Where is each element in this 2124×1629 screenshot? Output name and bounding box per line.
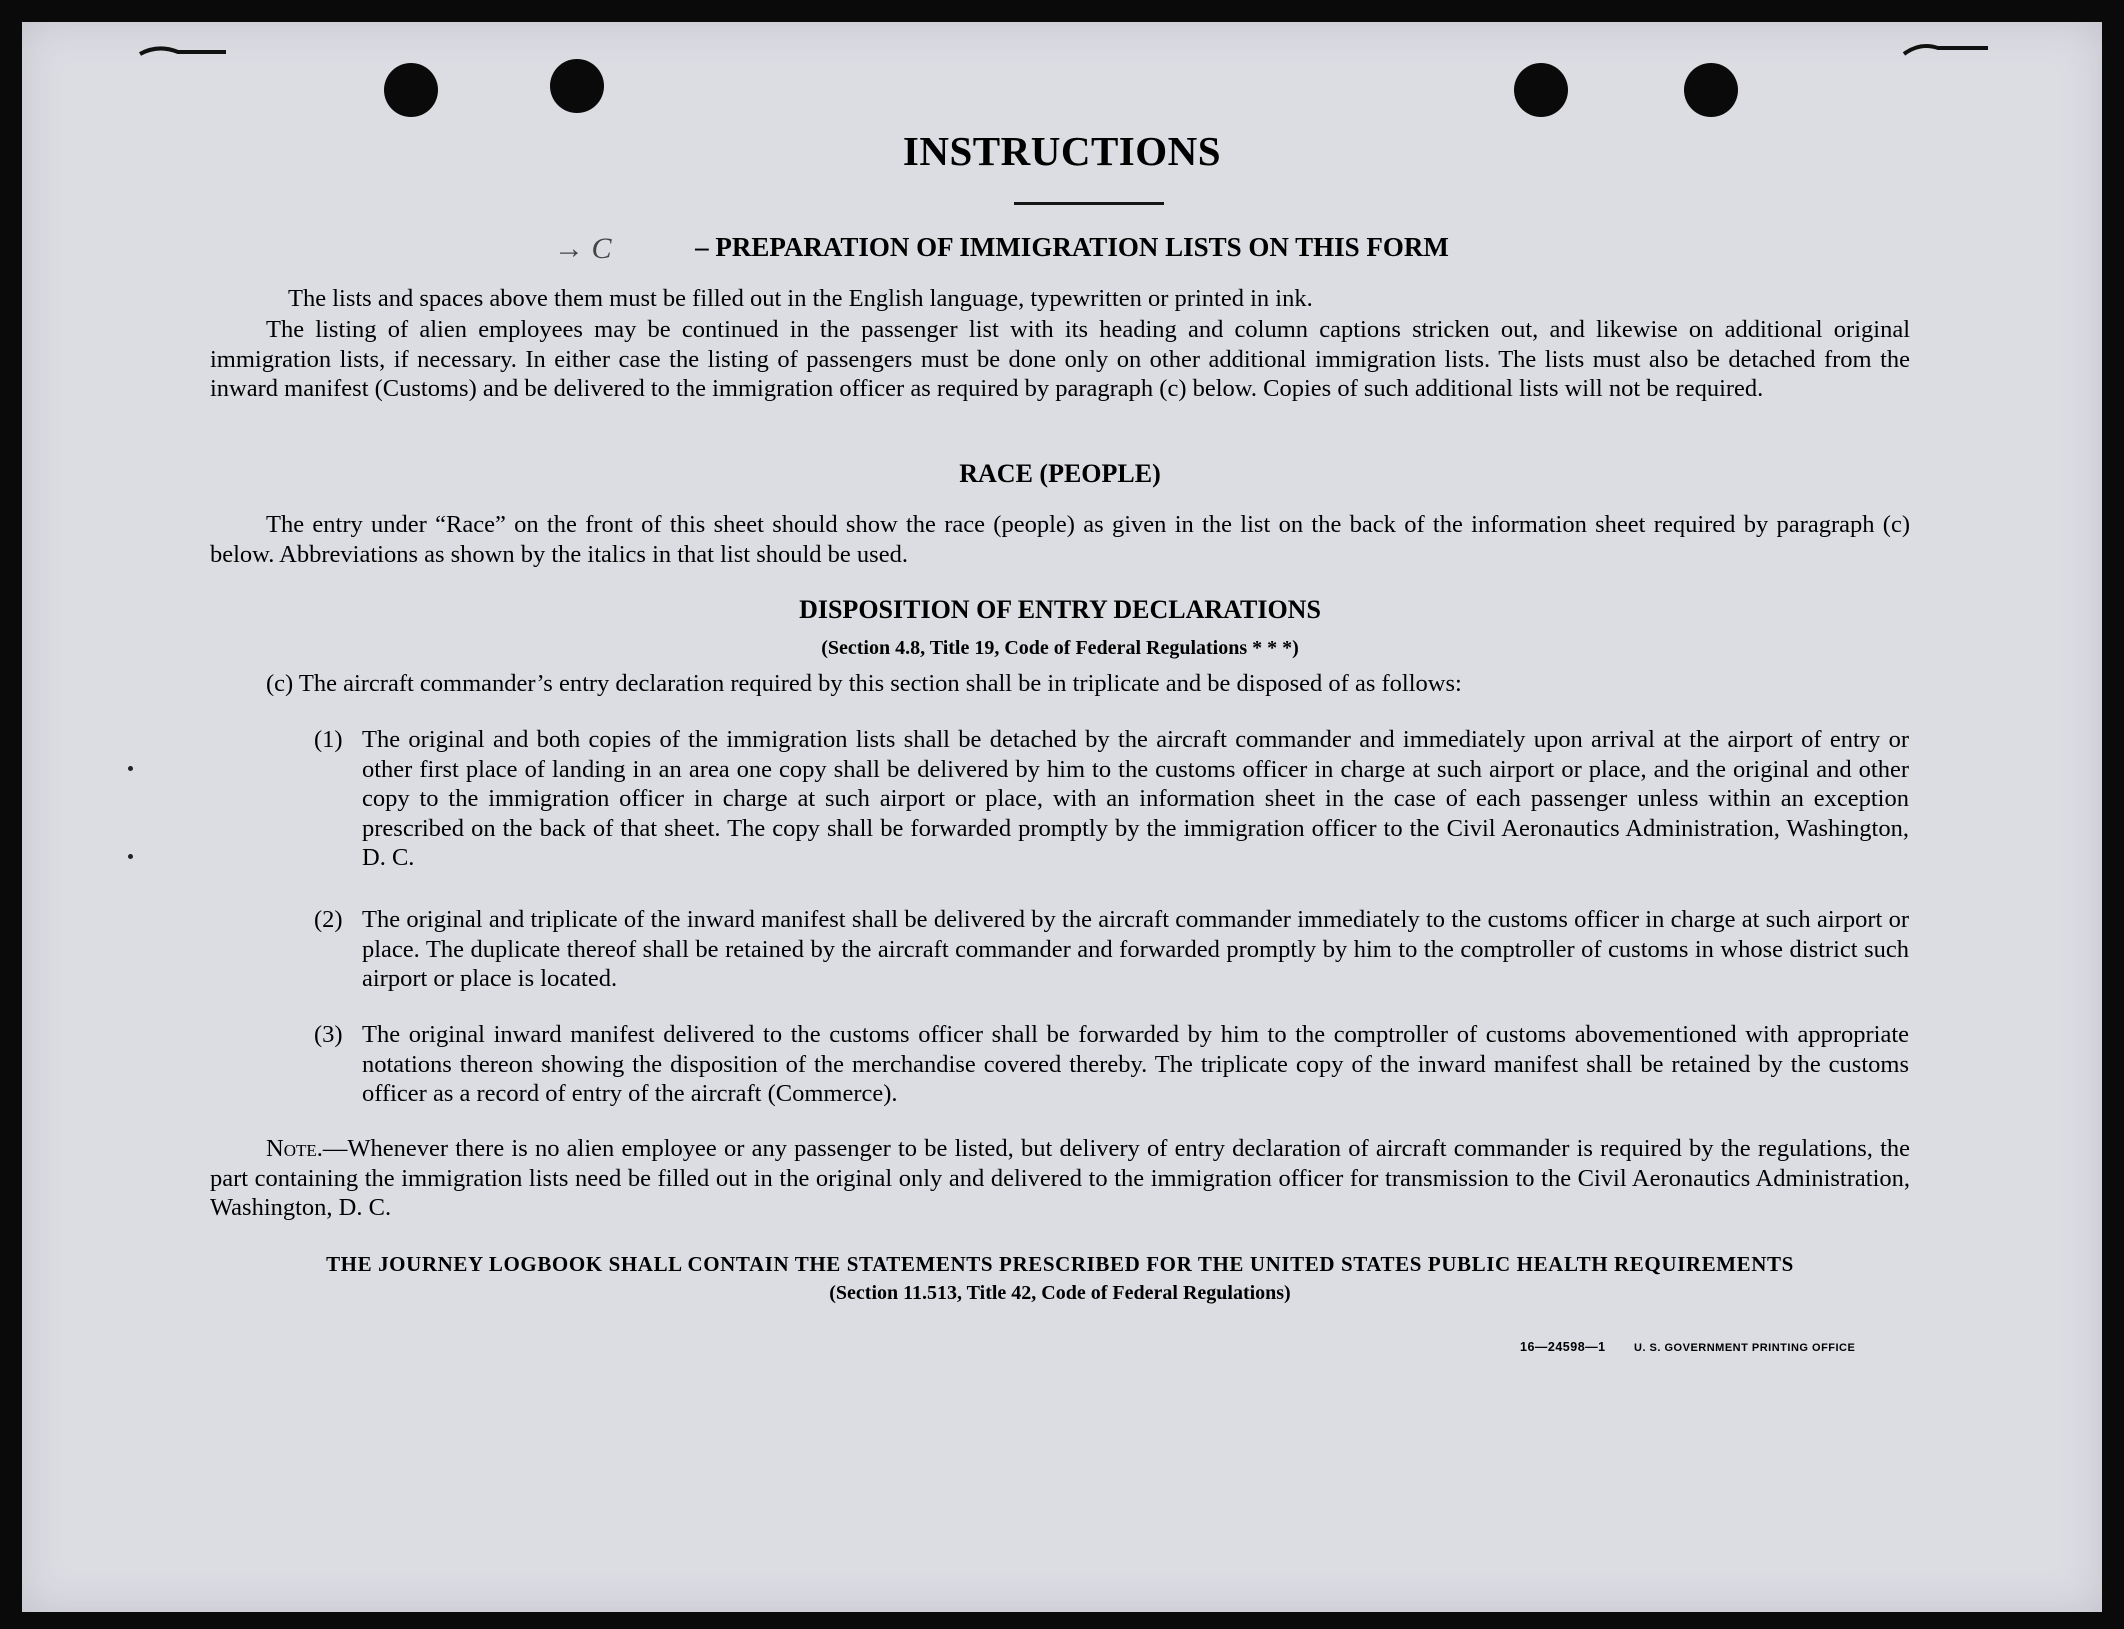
list-item [314, 725, 1909, 873]
list-item [314, 1020, 1909, 1109]
section-heading-disposition: DISPOSITION OF ENTRY DECLARATIONS [799, 595, 1321, 624]
item-text: The original and both copies of the immigration lists shall be detached by the aircraft commander and immediately upon arrival at the airport of entry or other first place of landing in an area one copy shall be delivered by him to the customs officer in charge at such airport or place, and the original and other copy to the immigration officer in charge at such airport or place, with an information sheet in the case of each passenger unless within an exception prescribed on the back of that sheet. The copy shall be forwarded promptly by the immigration officer to the Civil Aeronautics Administration, Washington, D. C. [362, 726, 1909, 871]
section-heading-preparation: – PREPARATION OF IMMIGRATION LISTS ON THIS FORM [695, 232, 1449, 262]
paragraph-text: The listing of alien employees may be continued in the passenger list with its heading and column captions stricken out, and likewise on additional original immigration lists, if necessary. In either case the listing of passengers must be done only on other additional immigration lists. The lists must also be detached from the inward manifest (Customs) and be delivered to the immigration officer as required by paragraph (c) below. Copies of such additional lists will not be required. [210, 316, 1910, 402]
item-text: The original and triplicate of the inward manifest shall be delivered by the aircraft commander immediately to the customs officer in charge at such airport or place. The duplicate thereof shall be retained by the aircraft commander and forwarded promptly by him to the comptroller of customs in whose district such airport or place is located. [362, 906, 1909, 992]
footer-citation: (Section 11.513, Title 42, Code of Federal Regulations) [829, 1282, 1291, 1304]
paragraph-text: The lists and spaces above them must be filled out in the English language, typewritten or printed in ink. [288, 285, 1313, 312]
paragraph-alien-employees [210, 315, 1910, 404]
document-page [22, 22, 2102, 1612]
punch-hole [384, 63, 438, 117]
item-number: (2) [314, 906, 343, 933]
note-paragraph [210, 1134, 1910, 1223]
corner-mark [138, 44, 228, 58]
printer-imprint: U. S. GOVERNMENT PRINTING OFFICE [1634, 1342, 1856, 1354]
handwritten-mark: → C [554, 232, 612, 265]
speck [128, 766, 133, 771]
punch-hole [1684, 63, 1738, 117]
paragraph-language [232, 284, 1912, 314]
section-citation: (Section 4.8, Title 19, Code of Federal Regulations * * *) [821, 637, 1299, 659]
corner-mark [1902, 42, 1992, 56]
list-item [314, 905, 1909, 994]
section-heading-race: RACE (PEOPLE) [959, 459, 1161, 488]
punch-hole [550, 59, 604, 113]
footer-statement: THE JOURNEY LOGBOOK SHALL CONTAIN THE STATEMENTS PRESCRIBED FOR THE UNITED STATES PUBLIC HEALTH REQUIREMENTS [326, 1252, 1794, 1276]
note-label: Note. [266, 1135, 323, 1162]
page-title: INSTRUCTIONS [902, 128, 1222, 174]
paragraph-text: (c) The aircraft commander’s entry declaration required by this section shall be in triplicate and be disposed of as follows: [266, 670, 1462, 697]
item-number: (1) [314, 726, 343, 753]
paragraph-disposition-intro [266, 669, 1916, 699]
title-underline [1014, 202, 1164, 205]
paragraph-race [210, 510, 1910, 569]
paragraph-text: The entry under “Race” on the front of this sheet should show the race (people) as given in the list on the back of the information sheet required by paragraph (c) below. Abbreviations as shown by the italics in that list should be used. [210, 511, 1910, 568]
item-text: The original inward manifest delivered to the customs officer shall be forwarded by him to the comptroller of customs abovementioned with appropriate notations thereon showing the disposition of the merchandise covered thereby. The triplicate copy of the inward manifest shall be retained by the customs officer as a record of entry of the aircraft (Commerce). [362, 1021, 1909, 1107]
note-text: —Whenever there is no alien employee or any passenger to be listed, but delivery of entry declaration of aircraft commander is required by the regulations, the part containing the immigration lists need be filled out in the original only and delivered to the immigration officer for transmission to the Civil Aeronautics Administration, Washington, D. C. [210, 1135, 1910, 1221]
punch-hole [1514, 63, 1568, 117]
form-number: 16—24598—1 [1520, 1340, 1606, 1354]
speck [128, 854, 133, 859]
item-number: (3) [314, 1021, 343, 1048]
